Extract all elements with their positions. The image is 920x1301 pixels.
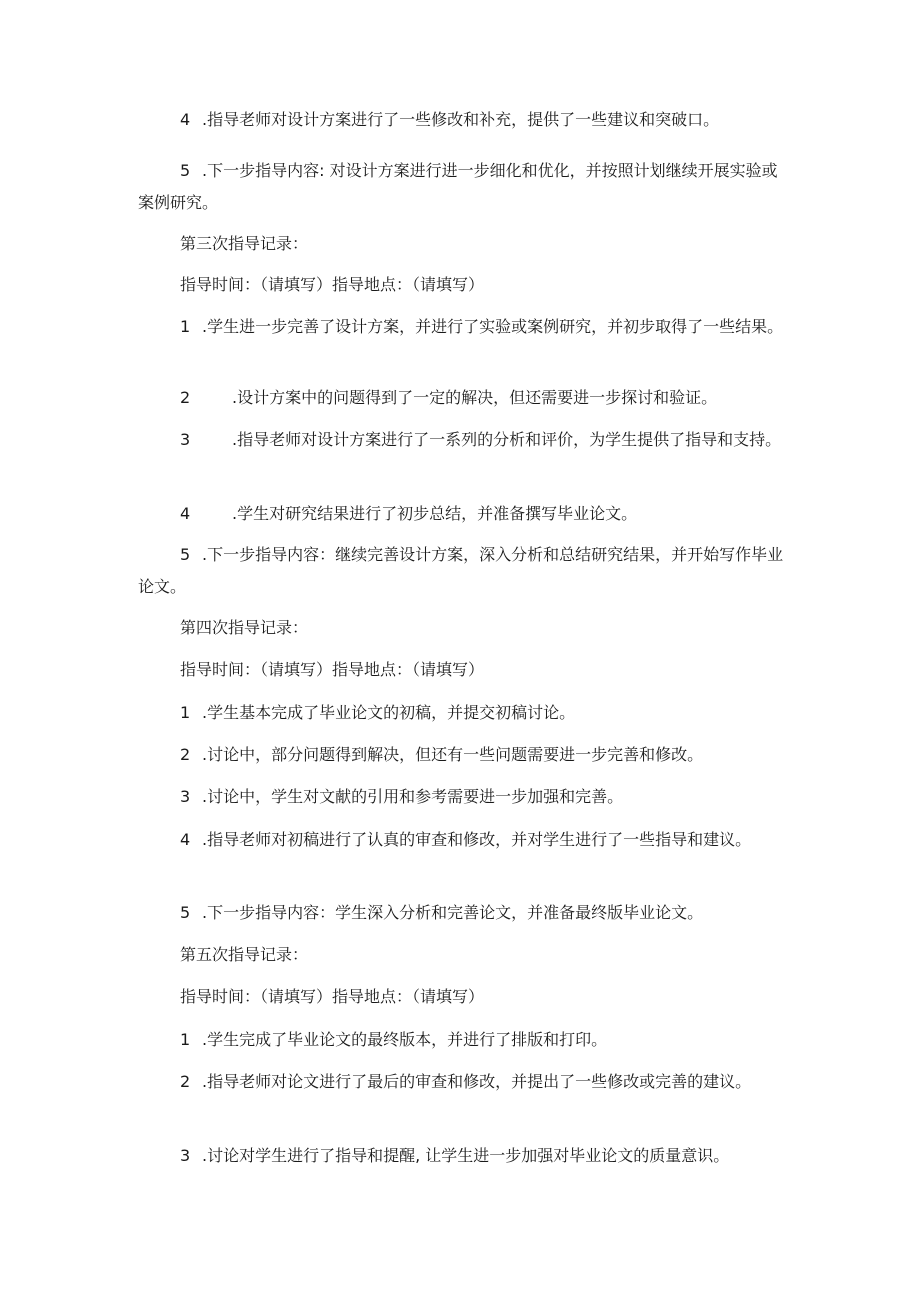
- guidance-time-place: [138, 654, 788, 686]
- paragraph-text: .指导老师对初稿进行了认真的审查和修改，并对学生进行了一些指导和建议。: [202, 830, 752, 849]
- paragraph: [138, 424, 788, 456]
- section-heading: [138, 228, 788, 260]
- list-number: 1: [180, 317, 191, 336]
- guidance-time-place: [138, 269, 788, 301]
- list-number: 3: [180, 787, 191, 806]
- section-heading-text: 第四次指导记录：: [180, 618, 309, 637]
- paragraph: [138, 382, 788, 414]
- list-number: 2: [180, 745, 191, 764]
- paragraph: [138, 311, 788, 343]
- list-number: 5: [180, 903, 191, 922]
- section-heading: [138, 939, 788, 971]
- paragraph-text: .讨论对学生进行了指导和提醒, 让学生进一步加强对毕业论文的质量意识。: [202, 1146, 730, 1165]
- guidance-time-place-text: 指导时间：（请填写）指导地点：（请填写）: [180, 660, 485, 679]
- list-number: 4: [180, 504, 191, 523]
- list-number: 4: [180, 830, 191, 849]
- paragraph-text: .下一步指导内容：继续完善设计方案，深入分析和总结研究结果，并开始写作毕业论文。: [138, 545, 784, 596]
- list-number: 4: [180, 110, 191, 129]
- paragraph-text: .指导老师对论文进行了最后的审查和修改，并提出了一些修改或完善的建议。: [202, 1072, 752, 1091]
- paragraph: [138, 104, 788, 136]
- paragraph: [138, 1066, 788, 1098]
- section-heading-text: 第三次指导记录：: [180, 234, 309, 253]
- list-number: 3: [180, 1146, 191, 1165]
- paragraph: [138, 697, 788, 729]
- guidance-time-place-text: 指导时间：（请填写）指导地点：（请填写）: [180, 275, 485, 294]
- paragraph: [138, 781, 788, 813]
- list-number: 1: [180, 703, 191, 722]
- paragraph-text: .学生基本完成了毕业论文的初稿，并提交初稿讨论。: [202, 703, 576, 722]
- list-number: 2: [180, 1072, 191, 1091]
- paragraph: [138, 539, 788, 603]
- list-number: 5: [180, 545, 191, 564]
- list-number: 3: [180, 430, 191, 449]
- guidance-time-place: [138, 981, 788, 1013]
- paragraph-text: .讨论中，部分问题得到解决，但还有一些问题需要进一步完善和修改。: [202, 745, 704, 764]
- paragraph-text: .学生完成了毕业论文的最终版本，并进行了排版和打印。: [202, 1030, 608, 1049]
- paragraph-text: .学生对研究结果进行了初步总结，并准备撰写毕业论文。: [232, 504, 638, 523]
- section-heading-text: 第五次指导记录：: [180, 945, 309, 964]
- list-number: 1: [180, 1030, 191, 1049]
- paragraph: [138, 824, 788, 856]
- list-number: 2: [180, 388, 191, 407]
- paragraph-text: .指导老师对设计方案进行了一系列的分析和评价，为学生提供了指导和支持。: [232, 430, 782, 449]
- paragraph-text: .下一步指导内容：学生深入分析和完善论文，并准备最终版毕业论文。: [202, 903, 704, 922]
- guidance-time-place-text: 指导时间：（请填写）指导地点：（请填写）: [180, 987, 485, 1006]
- paragraph: [138, 897, 788, 929]
- paragraph-text: .讨论中，学生对文献的引用和参考需要进一步加强和完善。: [202, 787, 624, 806]
- paragraph-text: .指导老师对设计方案进行了一些修改和补充，提供了一些建议和突破口。: [202, 110, 720, 129]
- paragraph-text: .设计方案中的问题得到了一定的解决，但还需要进一步探讨和验证。: [232, 388, 718, 407]
- paragraph-text: .学生进一步完善了设计方案，并进行了实验或案例研究，并初步取得了一些结果。: [202, 317, 784, 336]
- list-number: 5: [180, 161, 191, 180]
- paragraph: [138, 1140, 788, 1172]
- paragraph: [138, 498, 788, 530]
- section-heading: [138, 612, 788, 644]
- paragraph: [138, 739, 788, 771]
- paragraph: [138, 1024, 788, 1056]
- paragraph: [138, 155, 788, 219]
- paragraph-text: .下一步指导内容: 对设计方案进行进一步细化和优化，并按照计划继续开展实验或案例研究。: [138, 161, 778, 212]
